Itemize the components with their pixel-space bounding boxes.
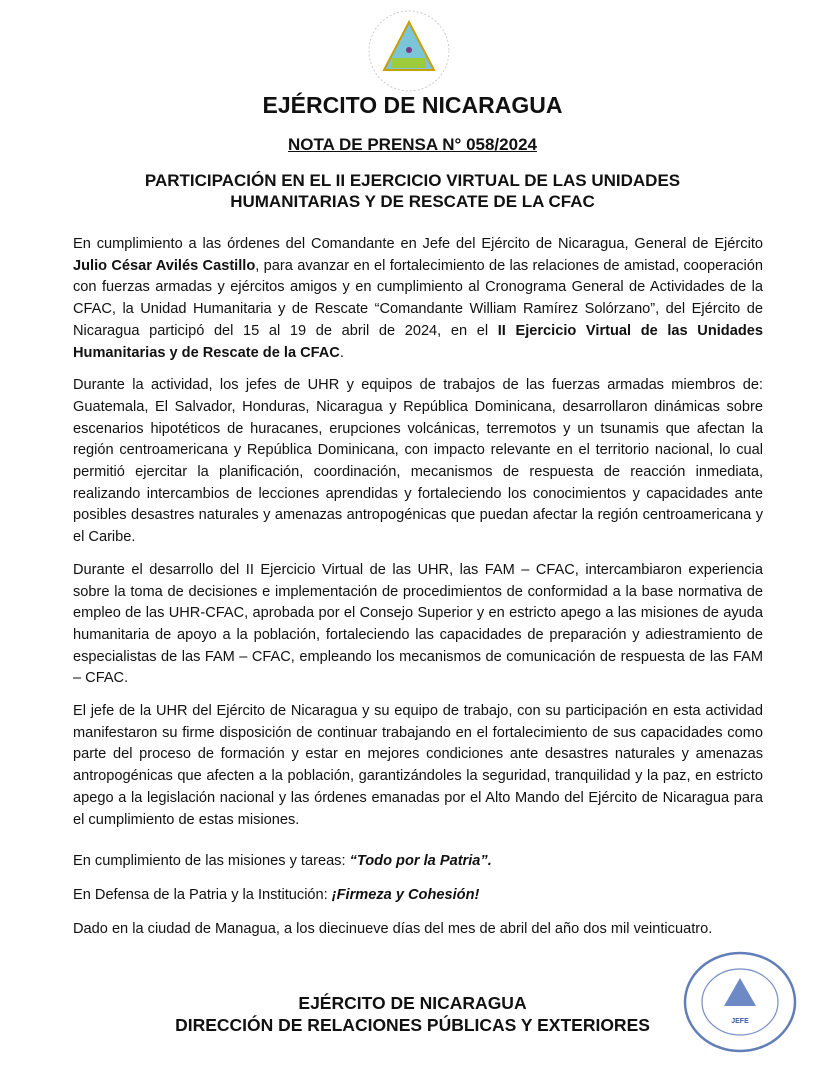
- closing-paragraph: Dado en la ciudad de Managua, a los diecinueve días del mes de abril del año dos mil veinticuatro.: [73, 920, 713, 937]
- press-note-number: NOTA DE PRENSA N° 058/2024: [288, 135, 537, 154]
- motto-2: En Defensa de la Patria y la Institución: ¡Firmeza y Cohesión!: [73, 886, 480, 903]
- signature-block: EJÉRCITO DE NICARAGUA DIRECCIÓN DE RELACIONES PÚBLICAS Y EXTERIORES: [175, 993, 650, 1035]
- press-note-headline: PARTICIPACIÓN EN EL II EJERCICIO VIRTUAL DE LAS UNIDADES HUMANITARIAS Y DE RESCATE DE LA CFAC: [144, 171, 681, 211]
- paragraph-3: Durante el desarrollo del II Ejercicio Virtual de las UHR, las FAM – CFAC, intercambiaron experiencia sobre la toma de decisiones e implementación de procedimientos de conformidad a la base normativa de empleo de las UHR-CFAC, aprobada por el Consejo Superior y en estricto apego a las misiones de ayuda humanitaria de apoyo a la población, fortaleciendo las capacidades de preparación y adiestramiento de especialistas de las FAM – CFAC, empleando los mecanismos de comunicación de respuesta de las FAM – CFAC.: [73, 561, 763, 687]
- paragraph-2: Durante la actividad, los jefes de UHR y equipos de trabajos de las fuerzas armadas miembros de: Guatemala, El Salvador, Honduras, Nicaragua y República Dominicana, desarrollaron dinámicas sobre escenarios hipotéticos de huracanes, erupciones volcánicas, terremotos y un tsunamis que afectan la región centroamericana y República Dominicana, con impacto relevante en el territorio nacional, lo cual permitió ejercitar la planificación, coordinación, mecanismos de respuesta de reacción inmediata, realizando intercambios de lecciones aprendidas y fortaleciendo los conocimientos y capacidades ante posibles desastres naturales y amenazas antropogénicas que puedan afectar la región centroamericana y el Caribe.: [73, 377, 763, 546]
- svg-text:JEFE: JEFE: [731, 1018, 749, 1025]
- official-stamp: [682, 950, 798, 1054]
- press-note-body: [73, 234, 763, 951]
- motto-1: En cumplimiento de las misiones y tareas: “Todo por la Patria”.: [73, 853, 492, 870]
- nicaragua-coat-of-arms-logo: [366, 8, 452, 94]
- paragraph-4: El jefe de la UHR del Ejército de Nicaragua y su equipo de trabajo, con su participación en esta actividad manifestaron su firme disposición de continuar trabajando en el fortalecimiento de sus capacidades como parte del proceso de formación y estar en mejores condiciones ante desastres naturales y amenazas antropogénicas que afecten a la población, garantizándoles la seguridad, tranquilidad y la paz, en estricto apego a la legislación nacional y las órdenes emanadas por el Alto Mando del Ejército de Nicaragua para el cumplimiento de estas misiones.: [73, 703, 763, 828]
- page-title: EJÉRCITO DE NICARAGUA: [262, 92, 563, 118]
- paragraph-1: En cumplimiento a las órdenes del Comandante en Jefe del Ejército de Nicaragua, General de Ejército Julio César Avilés Castillo, para avanzar en el fortalecimiento de las relaciones de amistad, cooperación con fuerzas armadas y ejércitos amigos y en cumplimiento al Cronograma General de Actividades de la CFAC, la Unidad Humanitaria y de Rescate “Comandante William Ramírez Solórzano”, del Ejército de Nicaragua participó del 15 al 19 de abril de 2024, en el II Ejercicio Virtual de las Unidades Humanitarias y de Rescate de la CFAC.: [73, 236, 763, 361]
